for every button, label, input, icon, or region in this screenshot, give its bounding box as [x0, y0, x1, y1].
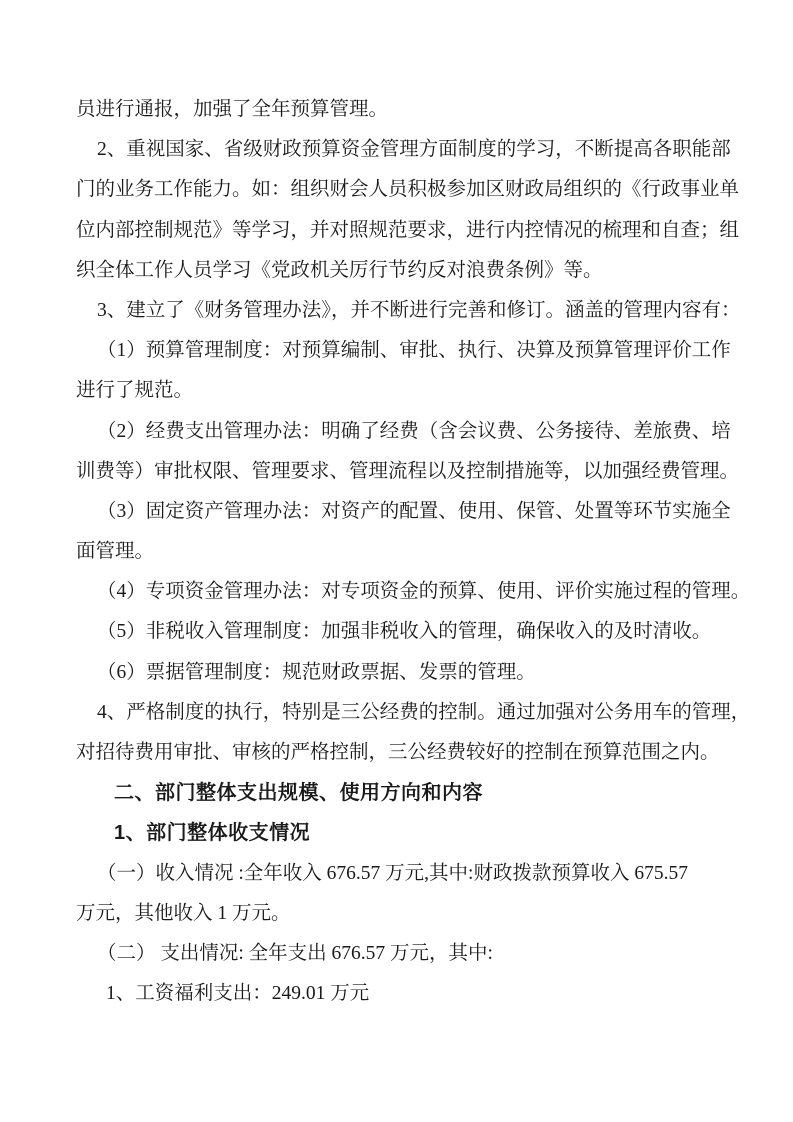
subsection-heading: 1、部门整体收支情况 [114, 822, 311, 845]
body-text-line: （4）专项资金管理办法：对专项资金的预算、使用、评价实施过程的管理。 [97, 581, 751, 603]
body-text-line: （6）票据管理制度：规范财政票据、发票的管理。 [97, 661, 536, 683]
body-text-line: 门的业务工作能力。如：组织财会人员积极参加区财政局组织的《行政事业单 [76, 179, 740, 201]
section-heading: 二、部门整体支出规模、使用方向和内容 [114, 782, 483, 805]
body-text-line: 2、重视国家、省级财政预算资金管理方面制度的学习，不断提高各职能部 [97, 139, 731, 161]
body-text-line: 对招待费用审批、审核的严格控制，三公经费较好的控制在预算范围之内。 [76, 742, 720, 763]
body-text-line: 4、严格制度的执行，特别是三公经费的控制。通过加强对公务用车的管理， [97, 701, 751, 723]
body-text-line: 员进行通报，加强了全年预算管理。 [76, 99, 389, 120]
body-text-line: （2）经费支出管理办法：明确了经费（含会议费、公务接待、差旅费、培 [97, 420, 731, 442]
body-text-line: 进行了规范。 [76, 380, 194, 402]
body-text-line: 1、工资福利支出：249.01 万元 [106, 983, 370, 1005]
body-text-line: （3）固定资产管理办法：对资产的配置、使用、保管、处置等环节实施全 [97, 500, 731, 522]
body-text-line: （1）预算管理制度：对预算编制、审批、执行、决算及预算管理评价工作 [97, 340, 731, 362]
body-text-line: 万元，其他收入 1 万元。 [76, 902, 291, 924]
body-text-line: 训费等）审批权限、管理要求、管理流程以及控制措施等，以加强经费管理。 [76, 460, 740, 482]
body-text-line: 织全体工作人员学习《党政机关厉行节约反对浪费条例》等。 [76, 259, 603, 281]
body-text-line: 3、建立了《财务管理办法》，并不断进行完善和修订。涵盖的管理内容有： [97, 299, 741, 321]
body-text-line: 位内部控制规范》等学习，并对照规范要求，进行内控情况的梳理和自查；组 [76, 219, 740, 241]
body-text-line: （一）收入情况 :全年收入 676.57 万元,其中:财政拨款预算收入 675.57 [97, 862, 688, 884]
body-text-line: （二） 支出情况: 全年支出 676.57 万元，其中: [97, 942, 493, 964]
body-text-line: （5）非税收入管理制度：加强非税收入的管理，确保收入的及时清收。 [97, 621, 712, 643]
body-text-line: 面管理。 [76, 541, 155, 563]
